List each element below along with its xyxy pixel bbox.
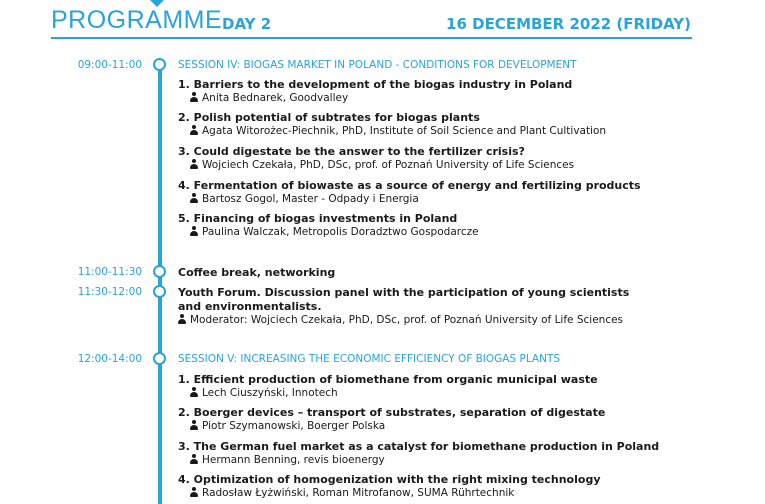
speaker (178, 420, 738, 433)
person-icon (190, 193, 198, 203)
speaker-name: Hermann Benning, revis bioenergy (202, 454, 385, 466)
talk-title: 1. Barriers to the development of the biogas industry in Poland (178, 78, 573, 91)
talk-title: 4. Optimization of homogenization with the right mixing technology (178, 473, 601, 486)
talk-title: 3. Could digestate be the answer to the fertilizer crisis? (178, 145, 525, 158)
timeline-dot (153, 285, 166, 298)
person-icon (190, 125, 198, 135)
session-content (178, 59, 738, 71)
speaker-name: Paulina Walczak, Metropolis Doradztwo Gospodarcze (202, 226, 479, 238)
session-time: 11:30-12:00 (77, 286, 142, 298)
speaker (178, 193, 738, 206)
person-icon (178, 314, 186, 324)
moderator-name: Moderator: Wojciech Czekała, PhD, DSc, prof. of Poznań University of Life Sciences (190, 314, 624, 326)
speaker-name: Agata Witorożec-Piechnik, PhD, Institute of Soil Science and Plant Cultivation (202, 125, 607, 137)
person-icon (190, 454, 198, 464)
timeline-dot (153, 352, 166, 365)
timeline-dot (153, 265, 166, 278)
date-label: 16 DECEMBER 2022 (FRIDAY) (446, 15, 691, 33)
speaker (178, 226, 738, 239)
session-time: 11:00-11:30 (77, 266, 142, 278)
moderator (178, 314, 738, 327)
timeline-line (158, 64, 162, 504)
day-label: DAY 2 (222, 15, 272, 33)
talk-title: 2. Boerger devices – transport of substrates, separation of digestate (178, 406, 606, 419)
person-icon (190, 387, 198, 397)
speaker (178, 487, 738, 500)
programme-title: PROGRAMME (51, 6, 223, 34)
speaker (178, 125, 738, 138)
speaker-name: Lech Ciuszyński, Innotech (202, 387, 338, 399)
break-title: Coffee break, networking (178, 266, 336, 279)
speaker (178, 159, 738, 172)
talk-title: 1. Efficient production of biomethane from organic municipal waste (178, 373, 598, 386)
speaker (178, 92, 738, 105)
speaker (178, 454, 738, 467)
session-title: SESSION IV: BIOGAS MARKET IN POLAND - CONDITIONS FOR DEVELOPMENT (178, 59, 577, 71)
session-title: SESSION V: INCREASING THE ECONOMIC EFFICIENCY OF BIOGAS PLANTS (178, 353, 561, 365)
talk-title: 3. The German fuel market as a catalyst for biomethane production in Poland (178, 440, 660, 453)
session-time: 12:00-14:00 (77, 353, 142, 365)
forum-title: Youth Forum. Discussion panel with the participation of young scientists and environmentalists. (178, 286, 630, 313)
person-icon (190, 226, 198, 236)
speaker-name: Anita Bednarek, Goodvalley (202, 92, 349, 104)
speaker (178, 387, 738, 400)
speaker-name: Radosław Łyżwiński, Roman Mitrofanow, SUMA Rührtechnik (202, 487, 515, 499)
timeline-dot (153, 58, 166, 71)
person-icon (190, 92, 198, 102)
talk-title: 4. Fermentation of biowaste as a source of energy and fertilizing products (178, 179, 641, 192)
talk-title: 5. Financing of biogas investments in Poland (178, 212, 458, 225)
header-divider (51, 37, 692, 39)
talk-title: 2. Polish potential of subtrates for biogas plants (178, 111, 480, 124)
speaker-name: Piotr Szymanowski, Boerger Polska (202, 420, 386, 432)
speaker-name: Bartosz Gogol, Master - Odpady i Energia (202, 193, 419, 205)
person-icon (190, 159, 198, 169)
person-icon (190, 420, 198, 430)
session-time: 09:00-11:00 (77, 59, 142, 71)
speaker-name: Wojciech Czekała, PhD, DSc, prof. of Poznań University of Life Sciences (202, 159, 575, 171)
